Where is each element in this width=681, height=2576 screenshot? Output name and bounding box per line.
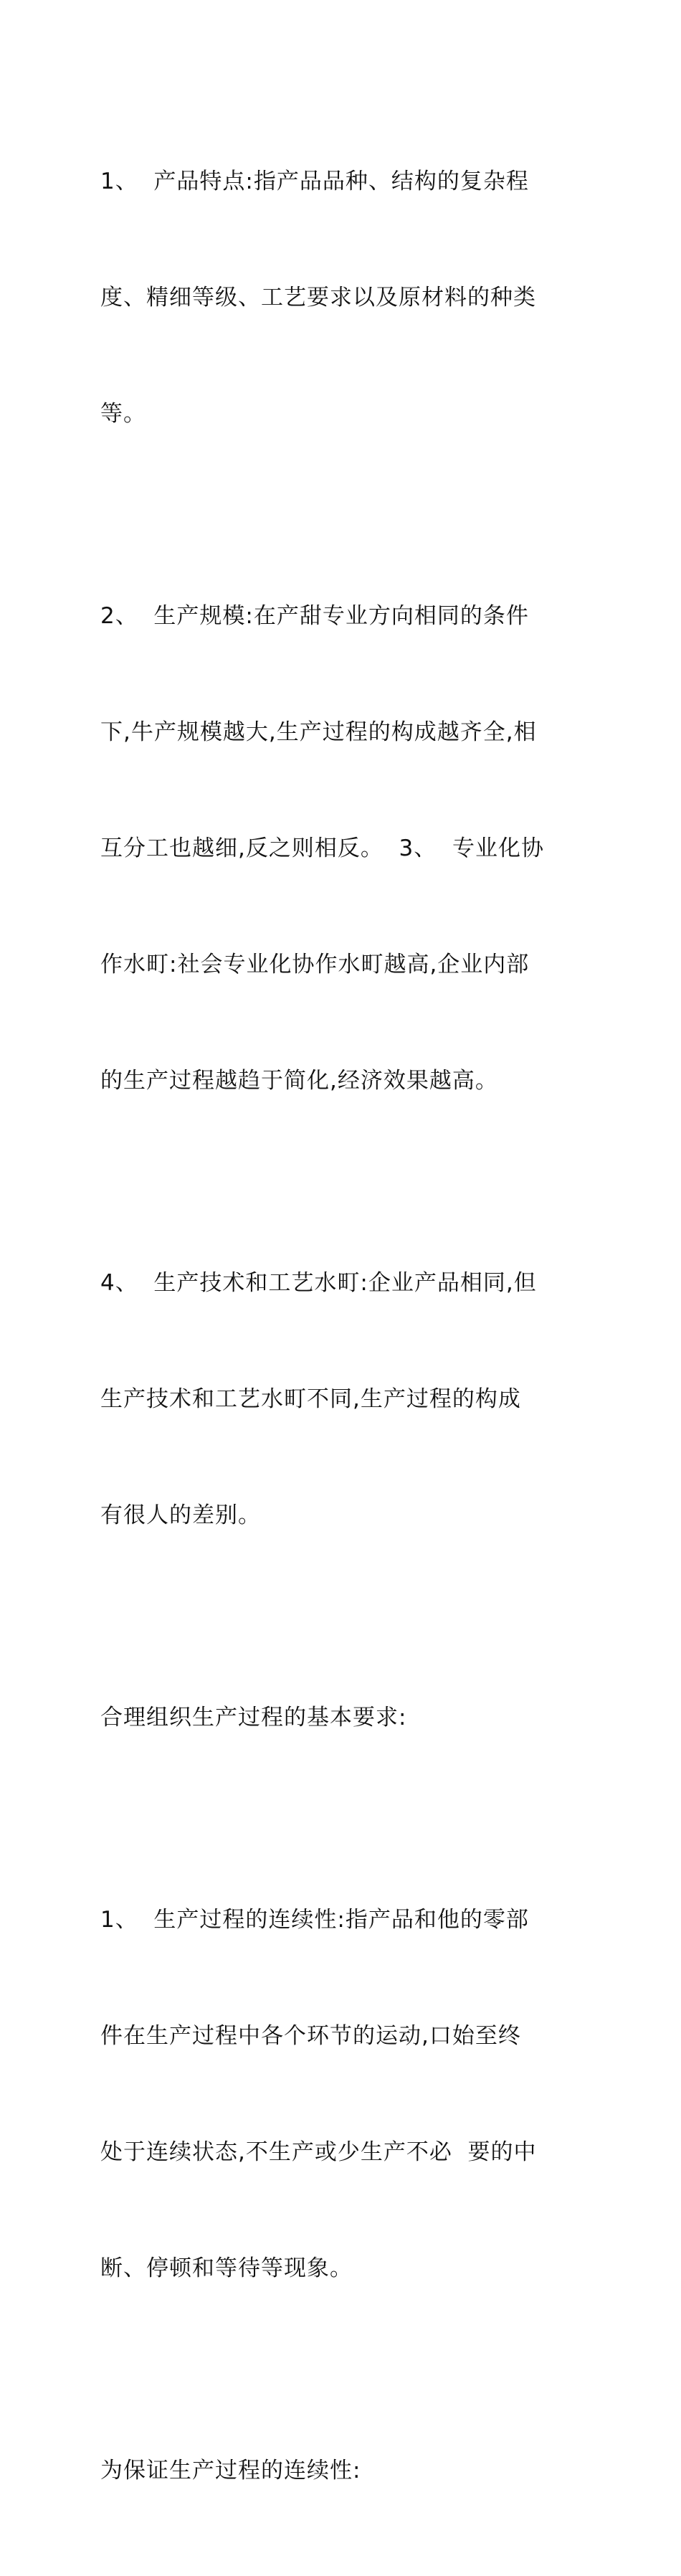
text-line: 件在生产过程中各个环节的运动,口始至终 — [100, 2023, 521, 2049]
text-line: 处于连续状态,不生产或少生产不必 要的中 — [100, 2139, 537, 2165]
text-line: 1、 产品特点:指产品品种、结构的复杂程 — [100, 169, 529, 194]
paragraph-ensure-continuity — [100, 2374, 588, 2567]
text-line: 作水町:社会专业化协作水町越高,企业内部 — [100, 952, 530, 977]
text-line: 为保证生产过程的连续性: — [100, 2458, 361, 2483]
text-line: 下,牛产规模越大,生产过程的构成越齐全,相 — [100, 719, 537, 745]
text-line: 4、 生产技术和工艺水町:企业产品相同,但 — [100, 1270, 537, 1296]
paragraph-continuity — [100, 1823, 588, 2365]
section-heading-basic-requirements — [100, 1621, 588, 1814]
paragraph-production-scale — [100, 519, 588, 1178]
text-line: 2、 生产规模:在产甜专业方向相同的条件 — [100, 603, 529, 629]
paragraph-product-features — [100, 85, 588, 511]
text-line: 有很人的差别。 — [100, 1502, 261, 1528]
text-line: 的生产过程越趋于简化,经济效果越高。 — [100, 1068, 498, 1094]
document-body — [100, 85, 588, 2576]
text-line: 等。 — [100, 401, 146, 427]
text-line: 断、停顿和等待等现象。 — [100, 2255, 353, 2281]
text-line: 生产技术和工艺水町不同,生产过程的构成 — [100, 1386, 521, 1412]
text-line: 互分工也越细,反之则相反。 3、 专业化协 — [100, 835, 544, 861]
text-line: 1、 生产过程的连续性:指产品和他的零部 — [100, 1907, 529, 1933]
text-line: 合理组织生产过程的基本要求: — [100, 1705, 407, 1730]
paragraph-technology-level — [100, 1186, 588, 1612]
text-line: 度、精细等级、工艺要求以及原材料的种类 — [100, 285, 536, 311]
